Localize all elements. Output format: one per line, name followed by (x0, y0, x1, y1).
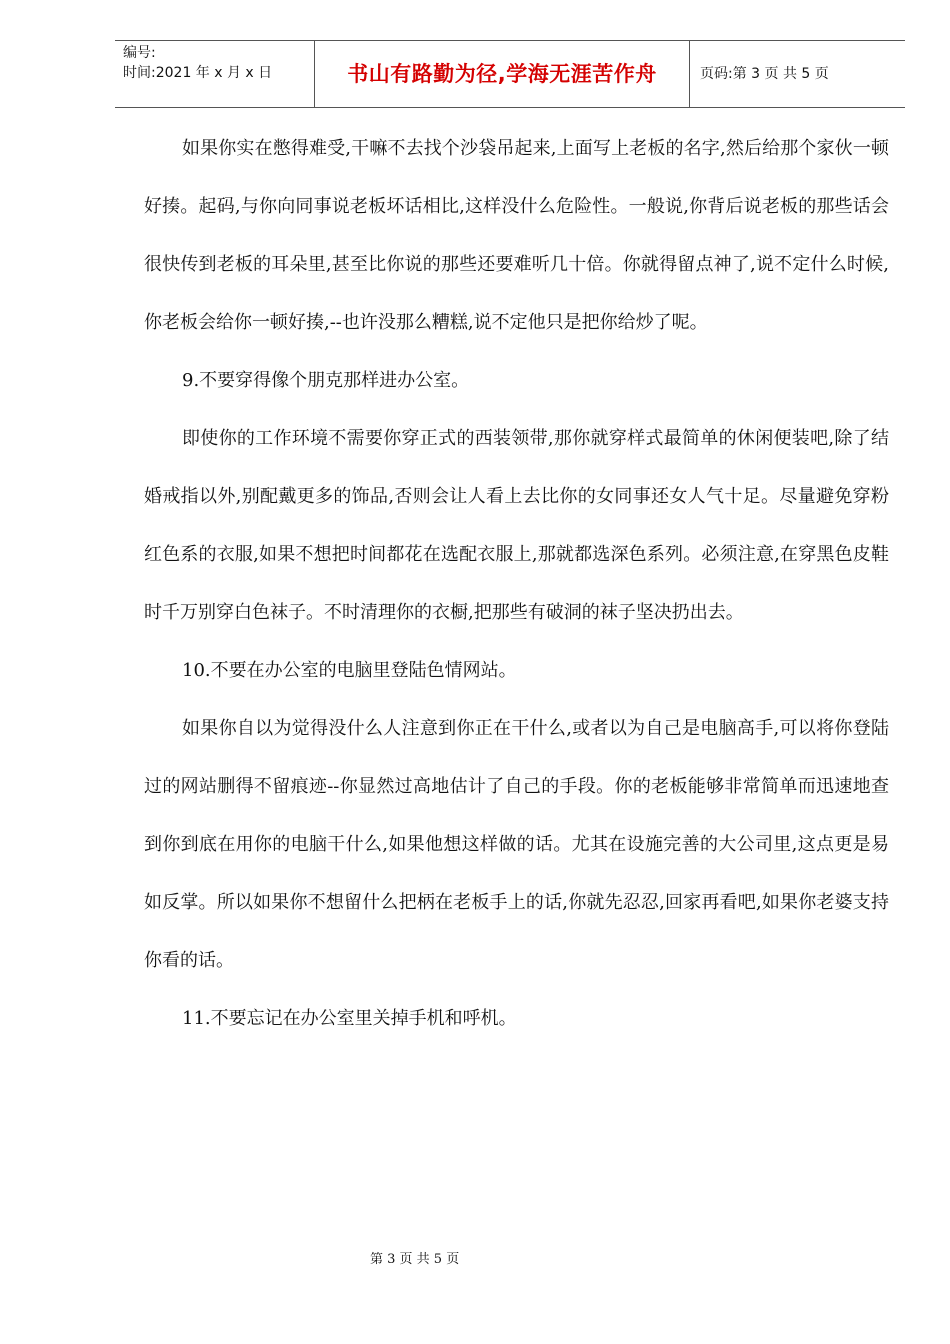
number-label: 编号: (123, 45, 156, 61)
page-footer: 第 3 页 共 5 页 (370, 1252, 460, 1267)
header-motto-cell (315, 41, 690, 107)
paragraph: 如果你实在憋得难受,干嘛不去找个沙袋吊起来,上面写上老板的名字,然后给那个家伙一顿好揍。起码,与你向同事说老板坏话相比,这样没什么危险性。一般说,你背后说老板的那些话会很快传到老板的耳朵里,甚至比你说的那些还要难听几十倍。你就得留点神了,说不定什么时候,你老板会给你一顿好揍,--也许没那么糟糕,说不定他只是把你给炒了呢。 (144, 138, 889, 333)
document-body (144, 120, 889, 1048)
page-header (115, 40, 905, 108)
header-meta (115, 41, 315, 107)
section-heading: 10.不要在办公室的电脑里登陆色情网站。 (182, 660, 517, 681)
section-heading: 11.不要忘记在办公室里关掉手机和呼机。 (182, 1008, 517, 1029)
paragraph: 即使你的工作环境不需要你穿正式的西装领带,那你就穿样式最简单的休闲便装吧,除了结婚戒指以外,别配戴更多的饰品,否则会让人看上去比你的女同事还女人气十足。尽量避免穿粉红色系的衣服,如果不想把时间都花在选配衣服上,那就都选深色系列。必须注意,在穿黑色皮鞋时千万别穿白色袜子。不时清理你的衣橱,把那些有破洞的袜子坚决扔出去。 (144, 428, 889, 623)
time-label: 时间:2021 年 x 月 x 日 (123, 65, 273, 81)
paragraph: 如果你自以为觉得没什么人注意到你正在干什么,或者以为自己是电脑高手,可以将你登陆过的网站删得不留痕迹--你显然过高地估计了自己的手段。你的老板能够非常简单而迅速地查到你到底在用你的电脑干什么,如果他想这样做的话。尤其在设施完善的大公司里,这点更是易如反掌。所以如果你不想留什么把柄在老板手上的话,你就先忍忍,回家再看吧,如果你老婆支持你看的话。 (144, 718, 889, 971)
header-page-info: 页码:第 3 页 共 5 页 (700, 66, 829, 82)
motto: 书山有路勤为径,学海无涯苦作舟 (347, 62, 657, 86)
section-heading: 9.不要穿得像个朋克那样进办公室。 (182, 370, 470, 391)
